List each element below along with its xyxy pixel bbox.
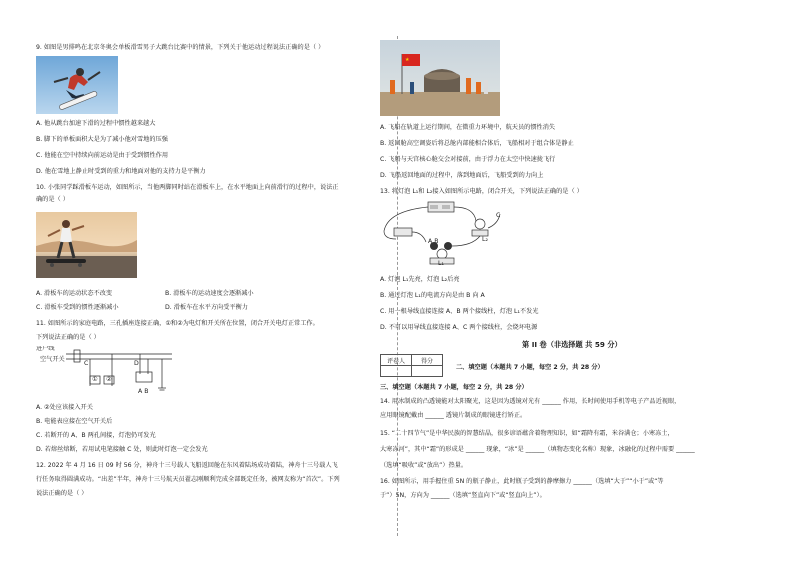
q15-line1: 15. “二十四节气”是中华民族的智慧结晶，很多谚语蕴含着物理知识，如“霜降有霜，米谷满仓；小寒冻土， xyxy=(380,430,674,437)
capsule-landing-photo xyxy=(380,40,500,116)
q12-option: D. 飞船返回地面的过程中，落到地面后，飞船受到的力向上 xyxy=(380,172,544,179)
q13-option: A. 灯泡 L₁先亮，灯泡 L₂后亮 xyxy=(380,276,460,283)
q13-option: D. 不可以用导线直接连接 A、C 两个接线柱，会烧坏电源 xyxy=(380,324,538,331)
q10-option-c: C. 滑板车受到的惯性逐渐减小 xyxy=(36,304,119,311)
q13-option: B. 通过灯泡 L₁的电流方向是由 B 向 A xyxy=(380,292,485,299)
q14-line2: 应用眼镜配戴由 ______ 透镜片制成的眼镜进行矫正。 xyxy=(380,412,527,419)
q16-line2: 于”）5N，方向为 ______（选填“竖直向下”或“竖直向上”）。 xyxy=(380,492,546,499)
skateboard-photo xyxy=(36,212,137,278)
part2-title: 第 II 卷（非选择题 共 59 分） xyxy=(522,340,622,349)
q11-stem-line2: 下列说法正确的是（ ） xyxy=(36,334,100,341)
q10-option-a: A. 滑板车的运动状态不改变 xyxy=(36,290,113,297)
q15-line2: 大寒冻河”，其中“霜”的形成是 ______ 现象，“冰”是 ______（填物态变化名称）现象，冰融化的过程中需要 ______ xyxy=(380,446,695,453)
circuit-label-l2: L₂ xyxy=(482,236,488,243)
score-cell-score xyxy=(412,366,443,377)
household-circuit-diagram xyxy=(36,346,176,400)
q10-stem-line1: 10. 小张同学踩滑板车运动，如图所示，当他两脚同时站在滑板车上，在水平地面上向前滑行的过程中，说法正 xyxy=(36,184,339,191)
svg-text:★: ★ xyxy=(405,57,410,63)
circuit-label-switch: 空气开关 xyxy=(40,356,65,363)
section-fill-heading: 二、填空题（本题共 7 小题，每空 2 分，共 28 分） xyxy=(456,364,604,371)
circuit-label-c: C xyxy=(496,212,501,219)
q16-line1: 16. 如图所示，用手握住重 5N 的瓶子静止，此时瓶子受到的静摩擦力 ______（选填“大于”“小于”或“等 xyxy=(380,478,664,485)
circuit-label-main: 进户线 xyxy=(36,346,55,352)
q10-option-b: B. 滑板车的运动速度会逐渐减小 xyxy=(165,290,254,297)
q13-option: C. 用一根导线直接连接 A、B 两个接线柱，灯泡 L₁不发光 xyxy=(380,308,539,315)
q11-stem-line1: 11. 如图所示的家庭电路，三孔插座连接正确，①和②为电灯和开关所在位置，闭合开关电灯正常工作。 xyxy=(36,320,319,327)
bulb-circuit-diagram xyxy=(380,198,510,268)
q9-option: A. 他从跳台加速下滑的过程中惯性越来越大 xyxy=(36,120,156,127)
snowboard-photo xyxy=(36,56,118,114)
circuit-box-2: ② xyxy=(106,376,112,383)
q11-option: D. 若熔丝熔断，若用试电笔接触 C 处，则此时灯泡一定会发光 xyxy=(36,446,208,453)
q12-stem-line3: 说法正确的是（ ） xyxy=(36,490,88,497)
q12-stem-line2: 行任务取得圆满成功。“出差”半年，神舟十三号航天员翟志刚顺利完成全部既定任务，被网友称为“首次”。下列 xyxy=(36,476,340,483)
q13-stem: 13. 将灯泡 L₁和 L₂接入如图所示电路，闭合开关，下列说法正确的是（ ） xyxy=(380,188,583,195)
q12-stem-line1: 12. 2022 年 4 月 16 日 09 时 56 分，神舟十三号载人飞船返回舱在东风着陆场成功着陆，神舟十三号载人飞 xyxy=(36,462,338,469)
q10-stem-line2: 确的是（ ） xyxy=(36,196,69,203)
score-cell-grader xyxy=(381,366,412,377)
q11-option: B. 电能表应接在空气开关后 xyxy=(36,418,113,425)
q12-option: B. 返回舱高空调姿后将总舱内部能相合体后，飞船相对于组合体是静止 xyxy=(380,140,574,147)
circuit-label-l1: L₁ xyxy=(438,260,444,267)
circuit-label-ab: A B xyxy=(428,238,439,245)
q12-option: C. 飞船与天宫核心舱交会对接前，由于浮力在太空中快速拢飞行 xyxy=(380,156,556,163)
q11-option: A. ②处应该接入开关 xyxy=(36,404,93,411)
q9-option: C. 他能在空中持续向前运动是由于受到惯性作用 xyxy=(36,152,169,159)
score-header-score: 得分 xyxy=(412,355,443,366)
circuit-label-c: C xyxy=(84,360,89,367)
q10-option-d: D. 滑板车在水平方向受平衡力 xyxy=(165,304,248,311)
q12-option: A. 飞船在轨道上运行期间，在微重力环境中，航天员的惯性消失 xyxy=(380,124,556,131)
circuit-label-d: D xyxy=(134,360,139,367)
q11-option: C. 若断开的 A、B 两孔间接，灯泡仍可发光 xyxy=(36,432,156,439)
q14-line1: 14. 用冰制成的凸透镜能对太阳聚光，这是因为透镜对光有 ______ 作用，长时间使用手机等电子产品近视眼， xyxy=(380,398,681,405)
q9-option: D. 他在雪地上静止时受到的重力和地面对他的支持力是平衡力 xyxy=(36,168,206,175)
q9-stem: 9. 如图是男排鸣在北京冬奥会单板滑雪男子大跳台比赛中的情景，下列关于他运动过程说法正确的是（ ） xyxy=(36,44,325,51)
circuit-box-1: ① xyxy=(92,376,98,383)
circuit-label-ab: A B xyxy=(138,388,149,395)
score-header-grader: 评卷人 xyxy=(381,355,412,366)
section3-heading: 三、填空题（本题共 7 小题，每空 2 分，共 28 分） xyxy=(380,384,528,391)
score-table xyxy=(380,354,443,377)
q9-option: B. 脚下的单板面积大是为了减小他对雪地的压强 xyxy=(36,136,168,143)
q15-line3: （选填“吸收”或“放出”）热量。 xyxy=(380,462,468,469)
